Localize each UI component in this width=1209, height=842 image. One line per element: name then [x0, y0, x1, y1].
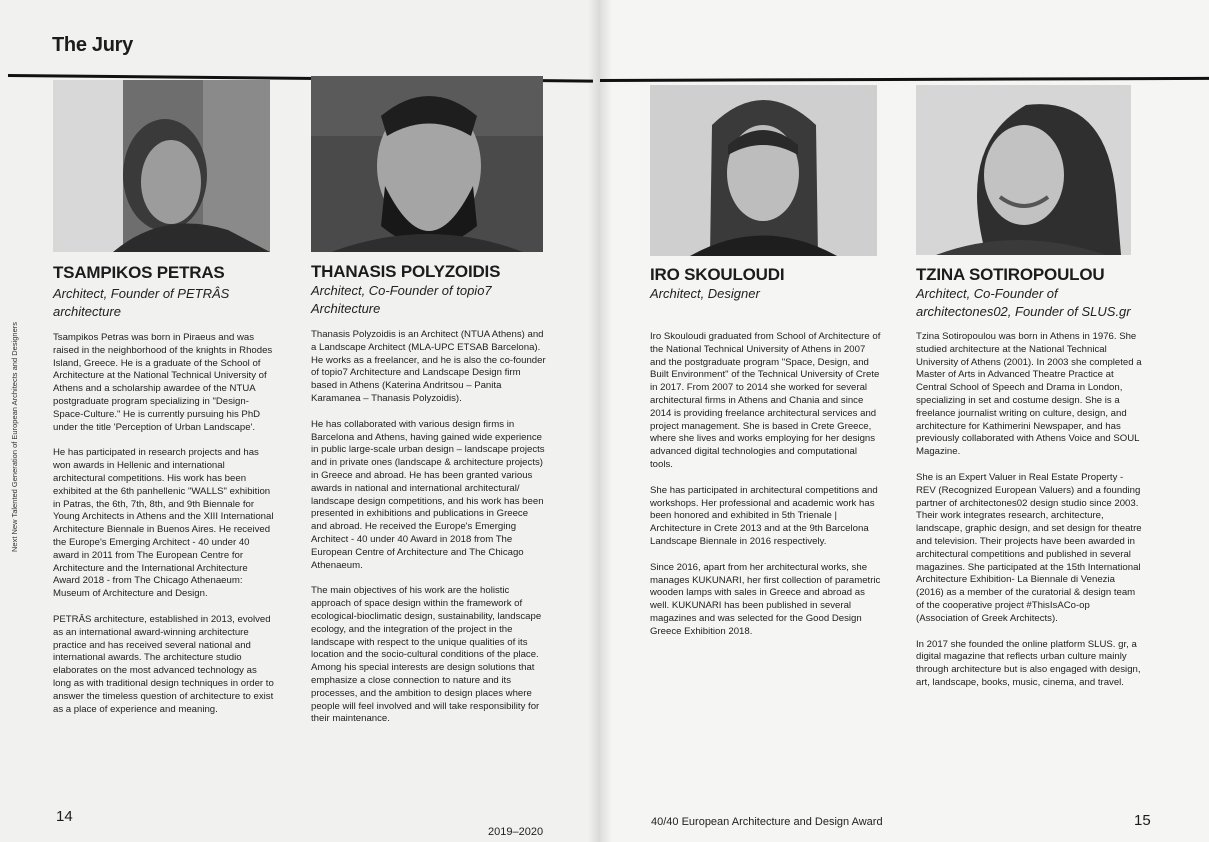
juror-role-3: Architect, Designer	[650, 286, 760, 301]
juror-role-1: Architect, Founder of PETRÂS architecture	[53, 286, 230, 319]
juror-photo-2	[311, 76, 543, 252]
bio-paragraph: The main objectives of his work are the holistic approach of space design within the framework of ecological-bioclimatic design, sustainability, landscape ecology, and the integration of the project in the landscape with respect to the unique qualities of its location and the socio-cultural conditions of the place. Among his special interests are design solutions that emphasize a close connection to nature and its processes, and the ambition to design places where people will feel involved and will take responsibility for their maintenance.	[311, 585, 542, 725]
juror-role-2: Architect, Co-Founder of topio7 Architecture	[311, 283, 492, 316]
footer-year: 2019–2020	[488, 826, 544, 838]
juror-name-4: TZINA SOTIROPOULOU	[916, 265, 1105, 284]
page-gutter	[588, 0, 612, 842]
juror-name-1: TSAMPIKOS PETRAS	[53, 263, 225, 282]
footer-award: 40/40 European Architecture and Design Award	[651, 816, 883, 828]
juror-photo-1	[53, 80, 270, 252]
juror-role-4: Architect, Co-Founder of architectones02, Founder of SLUS.gr	[916, 286, 1131, 319]
bio-paragraph: PETRÂS architecture, established in 2013, evolved as an international award-winning architecture practice and has received several national and international awards. The architecture studio elaborates on the most advanced technology as long as with traditional design techniques in order to answer the timeless question of architecture to exist as a place of experience and meaning.	[53, 613, 274, 715]
bio-paragraph: Tsampikos Petras was born in Piraeus and was raised in the neighborhood of the knights in Rhodes Island, Greece. He is a graduate of the School of Architecture at the National Technical University of Athens and a scholarship awardee of the NTUA postgraduate program specializing in "Design-Space-Culture." He is currently pursuing his PhD under the title 'Perception of Urban Landscape'.	[53, 332, 273, 433]
bio-paragraph: In 2017 she founded the online platform SLUS. gr, a digital magazine that reflects urban culture mainly through architecture but is also engaged with design, art, landscape, books, music, cinema, and travel.	[916, 638, 1141, 688]
page-title: The Jury	[52, 34, 133, 56]
juror-bio-2	[311, 329, 546, 739]
juror-bio-1	[53, 332, 275, 729]
bio-paragraph: She has participated in architectural competitions and workshops. Her professional and academic work has been honored and exhibited in 5th Trienale | Architecture in Crete 2013 and at the 9th Barcelona Landscape Biennale in 2016 respectively.	[650, 484, 878, 547]
juror-photo-4	[916, 85, 1131, 255]
bio-paragraph: He has participated in research projects and has won awards in Hellenic and international architectural competitions. His work has been exhibited at the 6th panhellenic "WALLS" exhibition in Patras, the 6th, 7th, 8th, and 9th Biennale for Young Architects in Athens and the XIII International Architecture Biennale in Buenos Aires. He received the Europe's Emerging Architect - 40 under 40 award in 2011 from The European Centre for Architecture and the International Architecture Award 2018 - from The Chicago Athenaeum: Museum of Architecture and Design.	[53, 447, 274, 600]
bio-paragraph: Tzina Sotiropoulou was born in Athens in 1976. She studied architecture at the National Technical University of Athens (2001). In 2003 she completed a Master of Arts in Advanced Theatre Practice at Central School of Speech and Drama in London, specializing in set and costume design. She is a freelance journalist writing on culture, design, and architecture for Kathimerini Newspaper, and has previously collaborated with Athens Voice and SOUL Magazine.	[916, 331, 1142, 458]
juror-name-2: THANASIS POLYZOIDIS	[311, 262, 501, 281]
bio-paragraph: He has collaborated with various design firms in Barcelona and Athens, having gained wide experience in public large-scale urban design – landscape projects and in private ones (landscape & architecture projects) in Greece and abroad. He has been granted various awards in national and international architectural/ landscape design competitions, and his work has been presented in exhibitions and publications in Greece and abroad. He received the Europe's Emerging Architect - 40 under 40 Award in 2018 from The European Centre of Architecture and The Chicago Athenaeum.	[311, 418, 545, 571]
juror-bio-4	[916, 331, 1144, 703]
page-number-right: 15	[1134, 812, 1151, 829]
bio-paragraph: Thanasis Polyzoidis is an Architect (NTUA Athens) and a Landscape Architect (MLA-UPC ETSAB Barcelona). He works as a freelancer, and he is also the co-founder of topio7 Architecture and Landscape Design firm based in Athens (Katerina Andritsou – Panita Karamanea – Thanasis Polyzoidis).	[311, 329, 546, 404]
bio-paragraph: She is an Expert Valuer in Real Estate Property - REV (Recognized European Valuers) and a founding partner of architectones02 design studio since 2003. Their work integrates research, architecture, landscape, graphic design, and set design for theatre and television. Their projects have been awarded in architectural competitions and published in several magazines. She participated at the 15th International Architecture Exhibition- La Biennale di Venezia (2016) as a member of the curatorial & design team of the cooperative project #ThisIsACo-op (Association of Greek Architects).	[916, 471, 1142, 624]
bio-paragraph: Since 2016, apart from her architectural works, she manages KUKUNARI, her first collection of parametric wooden lamps with sales in Greece and abroad as well. KUKUNARI has been published in several magazines and was selected for the Good Design Greece Exhibition 2018.	[650, 561, 881, 637]
bio-paragraph: Iro Skouloudi graduated from School of Architecture of the National Technical University of Athens in 2007 and the postgraduate program "Space, Design, and Built Environment" of the Technical University of Crete in 2017. From 2007 to 2014 she worked for several architectural firms in Athens and Chania and since 2014 is providing freelance architectural services and project management. She is based in Crete Greece, where she lives and works employing for her designs advanced digital technologies and computational tools.	[650, 331, 881, 470]
side-text: Next New Talented Generation of European Architects and Designers	[10, 322, 19, 552]
juror-name-3: IRO SKOULOUDI	[650, 265, 785, 284]
juror-photo-3	[650, 85, 877, 256]
page-number-left: 14	[56, 808, 73, 825]
juror-bio-3	[650, 331, 882, 652]
